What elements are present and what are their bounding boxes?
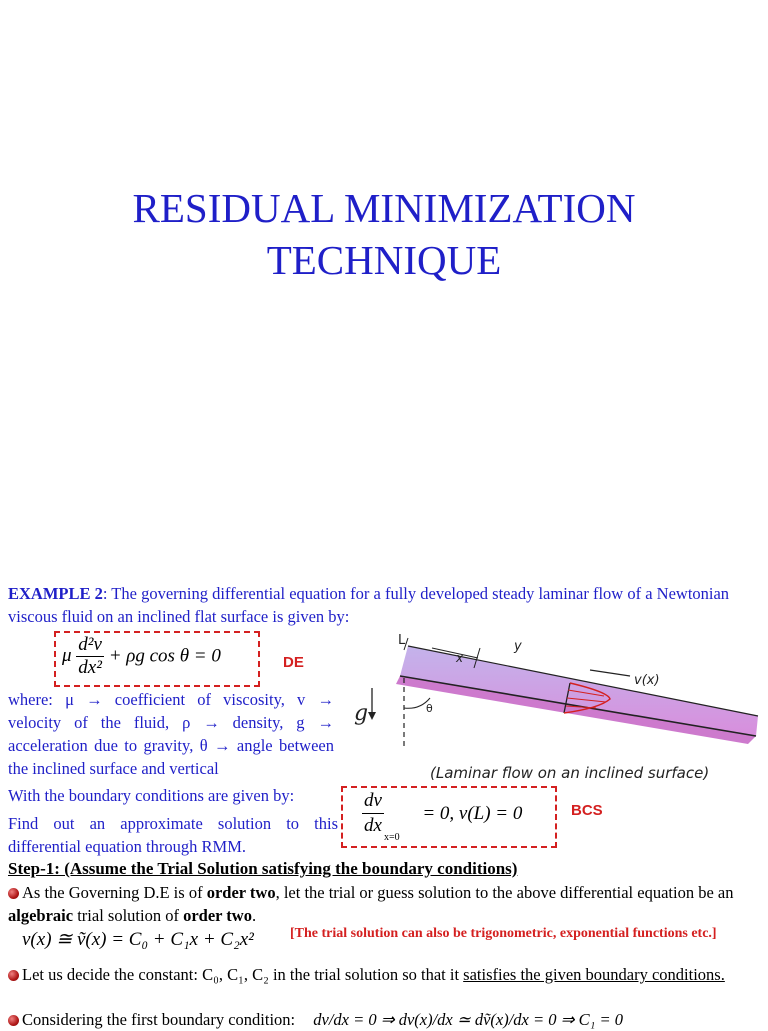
bullet2-text-b: satisfies the given boundary conditions. bbox=[463, 965, 725, 984]
sketch-caption: (Laminar flow on an inclined surface) bbox=[430, 764, 710, 782]
bc-intro: With the boundary conditions are given by: bbox=[8, 786, 295, 805]
de-numerator: d²v bbox=[78, 634, 102, 655]
title-line-1: RESIDUAL MINIMIZATION bbox=[132, 185, 636, 231]
label-vx: v(x) bbox=[634, 673, 660, 688]
bullet1-text-g: . bbox=[251, 906, 257, 925]
example-label: EXAMPLE 2 bbox=[8, 584, 103, 603]
bullet1-text-f: order two bbox=[183, 906, 252, 925]
bullet3-text: Considering the first boundary condition: bbox=[22, 1010, 296, 1029]
label-g: g bbox=[354, 701, 369, 726]
bullet-icon bbox=[8, 1015, 19, 1026]
step1-heading: Step-1: (Assume the Trial Solution satisfying the boundary conditions) bbox=[8, 859, 518, 878]
bc-equation bbox=[362, 789, 522, 850]
bullet1-text-a: As the Governing D.E is of bbox=[22, 883, 207, 902]
bullet-icon bbox=[8, 970, 19, 981]
bullet-3 bbox=[8, 1008, 768, 1031]
bc-fraction bbox=[362, 789, 384, 838]
trial-note: [The trial solution can also be trigonometric, exponential functions etc.] bbox=[290, 926, 717, 941]
bc-denominator: dx bbox=[364, 815, 382, 836]
de-rest: + ρg cos θ = 0 bbox=[108, 645, 221, 667]
label-theta: θ bbox=[426, 702, 433, 715]
title-line-2: TECHNIQUE bbox=[266, 237, 502, 283]
de-denominator: dx² bbox=[78, 657, 102, 678]
bullet-icon bbox=[8, 888, 19, 899]
bullet1-text-b: order two bbox=[206, 883, 276, 902]
label-L: L bbox=[398, 633, 406, 648]
bullet1-text-d: algebraic bbox=[8, 906, 74, 925]
de-fraction bbox=[76, 634, 104, 679]
example-paragraph bbox=[8, 582, 763, 628]
bc-rest: = 0, v(L) = 0 bbox=[422, 802, 523, 824]
label-y: y bbox=[514, 639, 522, 654]
bullet-1 bbox=[8, 881, 763, 927]
bullet3-equation: dv/dx = 0 ⇒ dv(x)/dx ≃ dṽ(x)/dx = 0 ⇒ C₁ = 0 bbox=[313, 1010, 623, 1029]
bullet2-text-a: Let us decide the constant: C₀, C₁, C₂ in the trial solution so that it bbox=[22, 965, 464, 984]
bc-numerator: dv bbox=[362, 789, 384, 814]
bc-subscript: x=0 bbox=[383, 831, 400, 843]
bullet1-text-e: trial solution of bbox=[73, 906, 184, 925]
bullet-2 bbox=[8, 963, 763, 986]
bullet1-text-c: , let the trial or guess solution to the above differential equation be an bbox=[275, 883, 734, 902]
trial-equation: v(x) ≅ ṽ(x) = C₀ + C₁x + C₂x² bbox=[22, 929, 254, 950]
de-mu: μ bbox=[62, 644, 72, 666]
label-x: x bbox=[456, 651, 464, 665]
bc-tag: BCS bbox=[571, 802, 603, 819]
de-equation bbox=[62, 634, 221, 679]
de-tag: DE bbox=[283, 654, 304, 671]
example-text: : The governing differential equation for a fully developed steady laminar flow of a Newtonian viscous fluid on an inclined flat surface is given by: bbox=[8, 584, 730, 626]
where-paragraph: where: μ → coefficient of viscosity, v → velocity of the fluid, ρ → density, g → acceleration due to gravity, θ → angle between the inclined surface and vertical bbox=[8, 690, 334, 778]
find-paragraph: Find out an approximate solution to this differential equation through RMM. bbox=[8, 814, 338, 856]
page-title bbox=[0, 182, 768, 286]
inclined-flow-sketch bbox=[338, 628, 763, 788]
